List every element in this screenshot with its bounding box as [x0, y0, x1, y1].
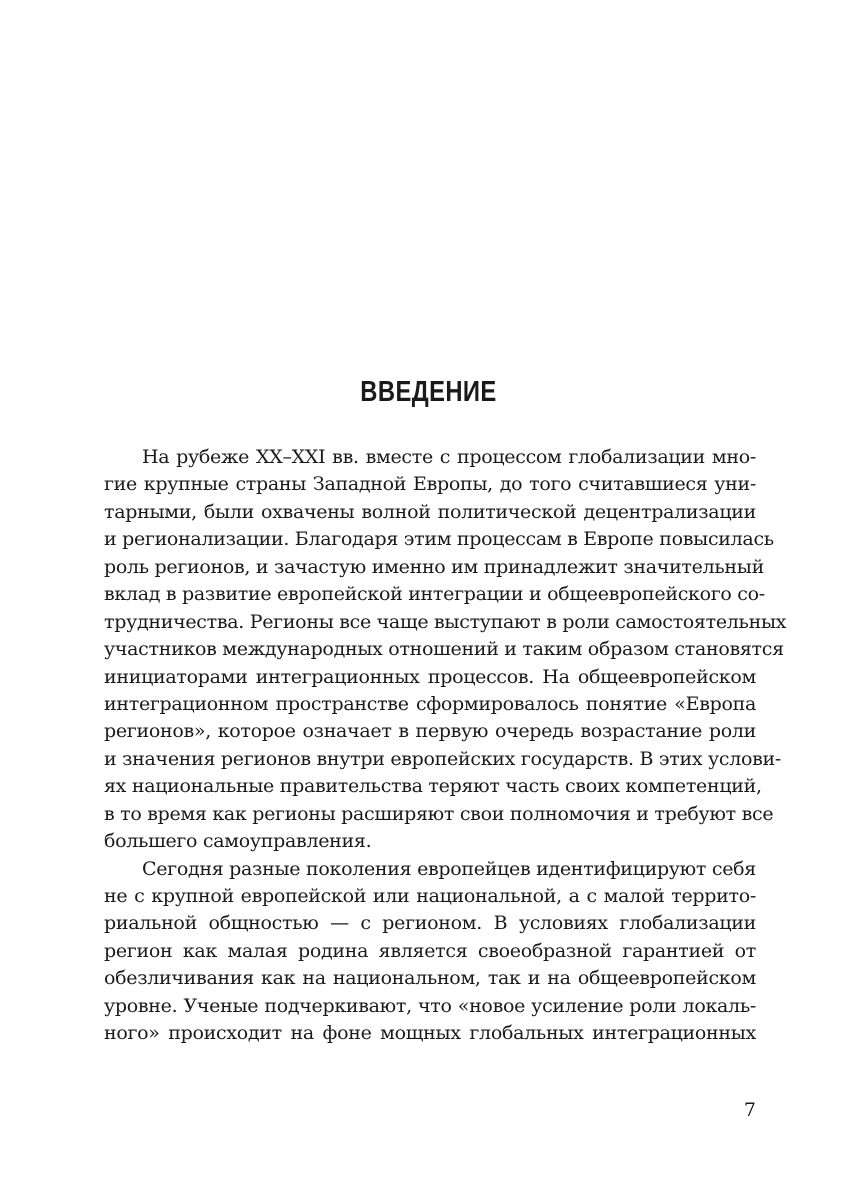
- paragraph-1-line-9: инициаторами интеграционных процессов. На общеевропейском: [104, 665, 756, 688]
- paragraph-2-line-7: ного» происходит на фоне мощных глобальных интеграционных: [104, 1022, 756, 1045]
- paragraph-2-line-5: обезличивания как на национальном, так и на общеевропейском: [104, 967, 756, 990]
- paragraph-2-line-4: регион как малая родина является своеобразной гарантией от: [104, 939, 756, 962]
- paragraph-1-line-4: и регионализации. Благодаря этим процессам в Европе повысилась: [104, 528, 774, 551]
- paragraph-2-line-6: уровне. Ученые подчеркивают, что «новое усиление роли локаль-: [104, 994, 756, 1017]
- paragraph-1-line-2: гие крупные страны Западной Европы, до того считавшиеся уни-: [104, 473, 756, 496]
- paragraph-1-line-12: и значения регионов внутри европейских государств. В этих услови-: [104, 747, 781, 770]
- paragraph-1-line-15: большего самоуправления.: [104, 830, 372, 853]
- paragraph-1-line-1: На рубеже XX–XXI вв. вместе с процессом глобализации мно-: [142, 446, 756, 468]
- paragraph-1-line-14: в то время как регионы расширяют свои полномочия и требуют все: [104, 802, 774, 825]
- paragraph-1-line-6: вклад в развитие европейской интеграции и общеевропейского со-: [104, 583, 765, 606]
- paragraph-1-line-13: ях национальные правительства теряют часть своих компетенций,: [104, 775, 762, 798]
- paragraph-1-line-11: регионов», которое означает в первую очередь возрастание роли: [104, 720, 756, 743]
- paragraph-1-line-3: тарными, были охвачены волной политической децентрализации: [104, 500, 756, 523]
- paragraph-1-line-8: участников международных отношений и таким образом становятся: [104, 638, 784, 661]
- paragraph-1-line-5: роль регионов, и зачастую именно им принадлежит значительный: [104, 555, 764, 578]
- page-number: 7: [743, 1099, 756, 1121]
- paragraph-1-line-10: интеграционном пространстве сформировалось понятие «Европа: [104, 692, 756, 715]
- chapter-heading: ВВЕДЕНИЕ: [360, 376, 497, 409]
- paragraph-2-line-2: не с крупной европейской или национальной, а с малой террито-: [104, 885, 756, 907]
- paragraph-2-line-1: Сегодня разные поколения европейцев идентифицируют себя: [142, 857, 756, 880]
- body-text: [104, 444, 787, 1048]
- paragraph-2-line-3: риальной общностью — с регионом. В условиях глобализации: [104, 912, 756, 935]
- paragraph-1-line-7: трудничества. Регионы все чаще выступают в роли самостоятельных: [104, 610, 787, 633]
